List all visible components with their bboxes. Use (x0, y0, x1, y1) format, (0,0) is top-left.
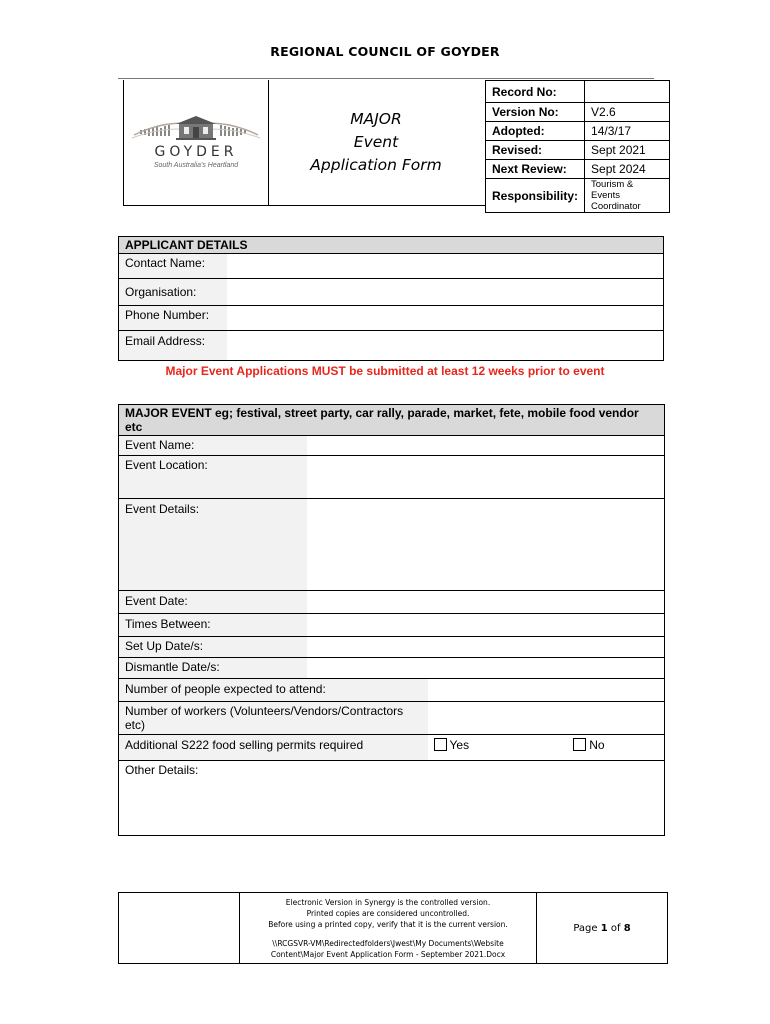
meta-row (486, 160, 670, 179)
meta-label: Version No: (486, 103, 585, 122)
workers-label: Number of workers (Volunteers/Vendors/Contractors etc) (119, 702, 428, 735)
yes-option[interactable] (434, 738, 470, 752)
organisation-field[interactable] (227, 279, 664, 306)
no-option[interactable] (573, 738, 604, 752)
major-event-table (118, 404, 665, 836)
footer-blank-cell (119, 893, 240, 964)
footer-path-2: Content\Major Event Application Form - September 2021.Docx (270, 949, 506, 959)
meta-value: V2.6 (585, 103, 670, 122)
header-rule (118, 78, 654, 79)
event-location-field[interactable] (307, 456, 665, 499)
meta-value: Tourism & Events Coordinator (585, 179, 670, 213)
logo-cell (123, 80, 269, 206)
major-event-heading: MAJOR EVENT eg; festival, street party, car rally, parade, market, fete, mobile food vendor etc (119, 405, 665, 436)
yes-checkbox[interactable] (434, 738, 447, 751)
times-between-label: Times Between: (119, 614, 307, 637)
page-number (537, 893, 668, 964)
people-expected-label: Number of people expected to attend: (119, 679, 428, 702)
contact-name-label: Contact Name: (119, 254, 228, 279)
phone-number-label: Phone Number: (119, 306, 228, 331)
meta-row (486, 122, 670, 141)
event-details-label: Event Details: (119, 499, 307, 591)
event-date-label: Event Date: (119, 591, 307, 614)
organisation-label: Organisation: (119, 279, 228, 306)
event-details-field[interactable] (307, 499, 665, 591)
page-current: 1 (600, 922, 608, 934)
other-details-label: Other Details: (125, 763, 199, 777)
contact-name-field[interactable] (227, 254, 664, 279)
submission-warning: Major Event Applications MUST be submitted at least 12 weeks prior to event (165, 364, 605, 378)
meta-row (486, 103, 670, 122)
meta-value: 14/3/17 (585, 122, 670, 141)
dismantle-dates-field[interactable] (307, 658, 665, 679)
council-name: REGIONAL COUNCIL OF GOYDER (270, 44, 500, 59)
event-location-label: Event Location: (119, 456, 307, 499)
event-date-field[interactable] (307, 591, 665, 614)
form-title (267, 80, 486, 206)
footer-path-1: \\RCGSVR-VM\Redirectedfolders\Jwest\My Documents\Website (272, 938, 504, 948)
footer-control-notice (240, 893, 537, 964)
set-up-dates-label: Set Up Date/s: (119, 637, 307, 658)
footer-line-3: Before using a printed copy, verify that it is the current version. (268, 919, 508, 929)
applicant-heading: APPLICANT DETAILS (119, 237, 664, 254)
meta-label: Adopted: (486, 122, 585, 141)
phone-number-field[interactable] (227, 306, 664, 331)
meta-label: Responsibility: (486, 179, 585, 213)
meta-value: Sept 2021 (585, 141, 670, 160)
meta-value: Sept 2024 (585, 160, 670, 179)
meta-value[interactable] (585, 81, 670, 103)
footer-line-1: Electronic Version in Synergy is the controlled version. (285, 897, 491, 907)
logo-tagline: South Australia's Heartland (153, 162, 239, 169)
meta-row (486, 179, 670, 213)
yes-label: Yes (449, 738, 470, 752)
page-prefix: Page (573, 922, 598, 934)
email-address-field[interactable] (227, 331, 664, 361)
times-between-field[interactable] (307, 614, 665, 637)
goyder-logo (124, 80, 268, 205)
food-permits-options (428, 735, 665, 761)
no-label: No (589, 738, 605, 752)
people-expected-field[interactable] (428, 679, 665, 702)
dismantle-dates-label: Dismantle Date/s: (119, 658, 307, 679)
event-name-label: Event Name: (119, 436, 307, 456)
no-checkbox[interactable] (573, 738, 586, 751)
food-permits-label: Additional S222 food selling permits required (119, 735, 428, 761)
set-up-dates-field[interactable] (307, 637, 665, 658)
footer-line-2: Printed copies are considered uncontrolled. (306, 908, 470, 918)
event-name-field[interactable] (307, 436, 665, 456)
title-line-2: Event (353, 133, 399, 151)
logo-text: GOYDER (154, 144, 238, 160)
other-details-cell[interactable] (119, 761, 665, 836)
meta-label: Record No: (486, 81, 585, 103)
meta-row (486, 141, 670, 160)
page-total: 8 (623, 922, 631, 934)
page-of: of (610, 922, 621, 934)
meta-label: Revised: (486, 141, 585, 160)
document-control-table (485, 80, 670, 213)
title-line-3: Application Form (310, 156, 442, 174)
email-address-label: Email Address: (119, 331, 228, 361)
workers-field[interactable] (428, 702, 665, 735)
footer-table (118, 892, 668, 964)
applicant-details-table (118, 236, 664, 361)
meta-row (486, 81, 670, 103)
title-line-1: MAJOR (350, 110, 402, 128)
meta-label: Next Review: (486, 160, 585, 179)
